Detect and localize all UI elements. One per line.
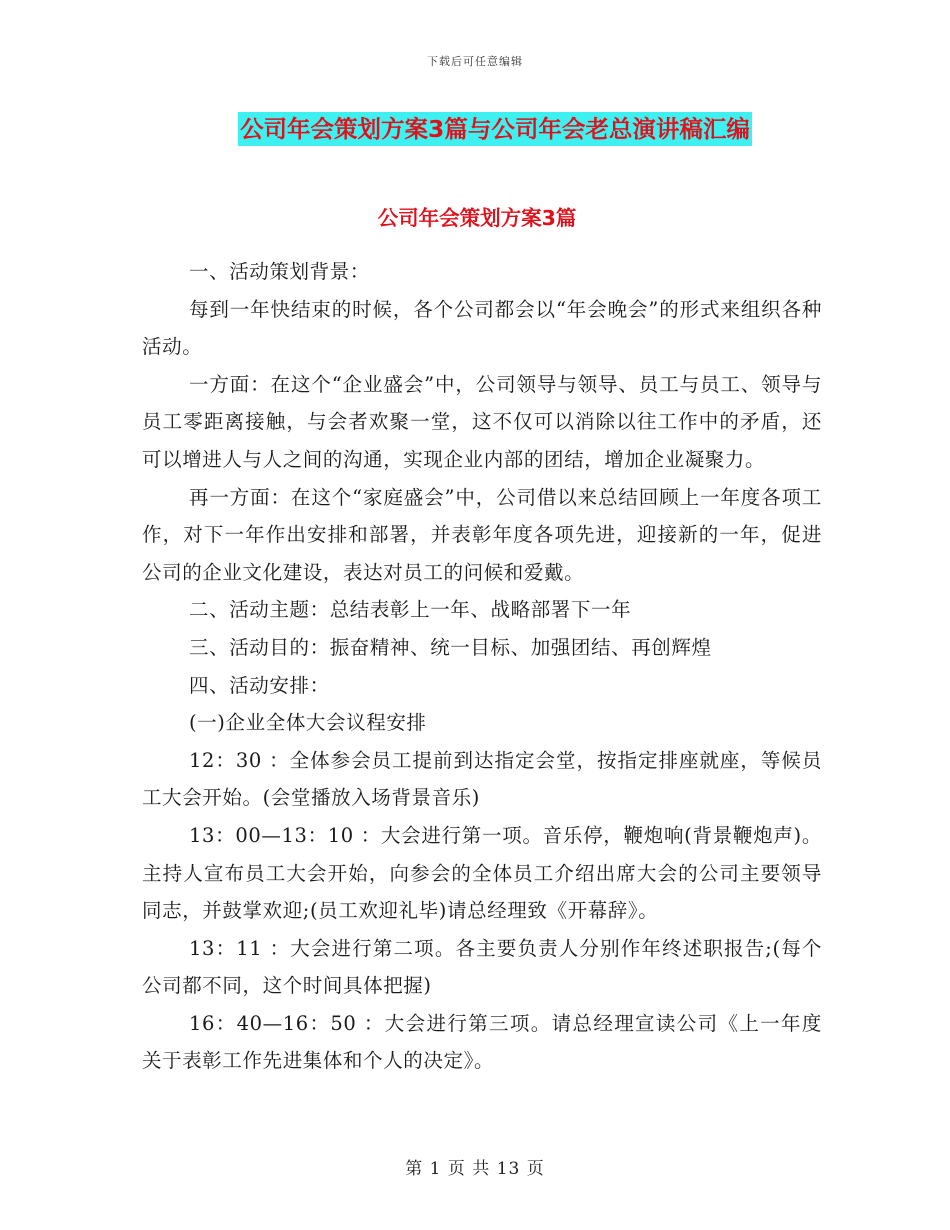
heading-agenda: (一)企业全体大会议程安排 [189, 711, 427, 735]
agenda-item: 13：11 ：大会进行第二项。各主要负责人分别作年终述职报告;(每个公司都不同，这个时间具体把握) [142, 936, 822, 998]
agenda-item: 13：00—13：10 ：大会进行第一项。音乐停，鞭炮响(背景鞭炮声)。主持人宣布员工大会开始，向参会的全体员工介绍出席大会的公司主要领导同志，并鼓掌欢迎;(员工欢迎礼毕)请总经理致《开幕辞》。 [142, 823, 822, 923]
page-header-note: 下载后可任意编辑 [427, 55, 523, 68]
agenda-item: 16：40—16：50 ：大会进行第三项。请总经理宣读公司《上一年度关于表彰工作先进集体和个人的决定》。 [142, 1011, 822, 1073]
page-number-footer: 第 1 页 共 13 页 [405, 1159, 545, 1179]
main-title: 公司年会策划方案3篇与公司年会老总演讲稿汇编 [238, 112, 752, 146]
heading-purpose: 三、活动目的：振奋精神、统一目标、加强团结、再创辉煌 [189, 635, 712, 659]
paragraph-intro: 每到一年快结束的时候，各个公司都会以“年会晚会”的形式来组织各种活动。 [142, 297, 822, 359]
agenda-item: 12：30 ：全体参会员工提前到达指定会堂，按指定排座就座，等候员工大会开始。(会堂播放入场背景音乐) [142, 748, 822, 810]
paragraph-aspect-one: 一方面：在这个“企业盛会”中，公司领导与领导、员工与员工、领导与员工零距离接触，与会者欢聚一堂，这不仅可以消除以往工作中的矛盾，还可以增进人与人之间的沟通，实现企业内部的团结，增加企业凝聚力。 [142, 372, 822, 471]
heading-theme: 二、活动主题：总结表彰上一年、战略部署下一年 [189, 598, 632, 622]
document-body [142, 253, 822, 1080]
paragraph-aspect-two: 再一方面：在这个“家庭盛会”中，公司借以来总结回顾上一年度各项工作，对下一年作出安排和部署，并表彰年度各项先进，迎接新的一年，促进公司的企业文化建设，表达对员工的问候和爱戴。 [142, 485, 822, 584]
main-title-container [0, 112, 950, 146]
section-title: 公司年会策划方案3篇 [377, 206, 577, 230]
heading-background: 一、活动策划背景： [189, 260, 370, 283]
heading-arrangement: 四、活动安排： [189, 673, 330, 697]
